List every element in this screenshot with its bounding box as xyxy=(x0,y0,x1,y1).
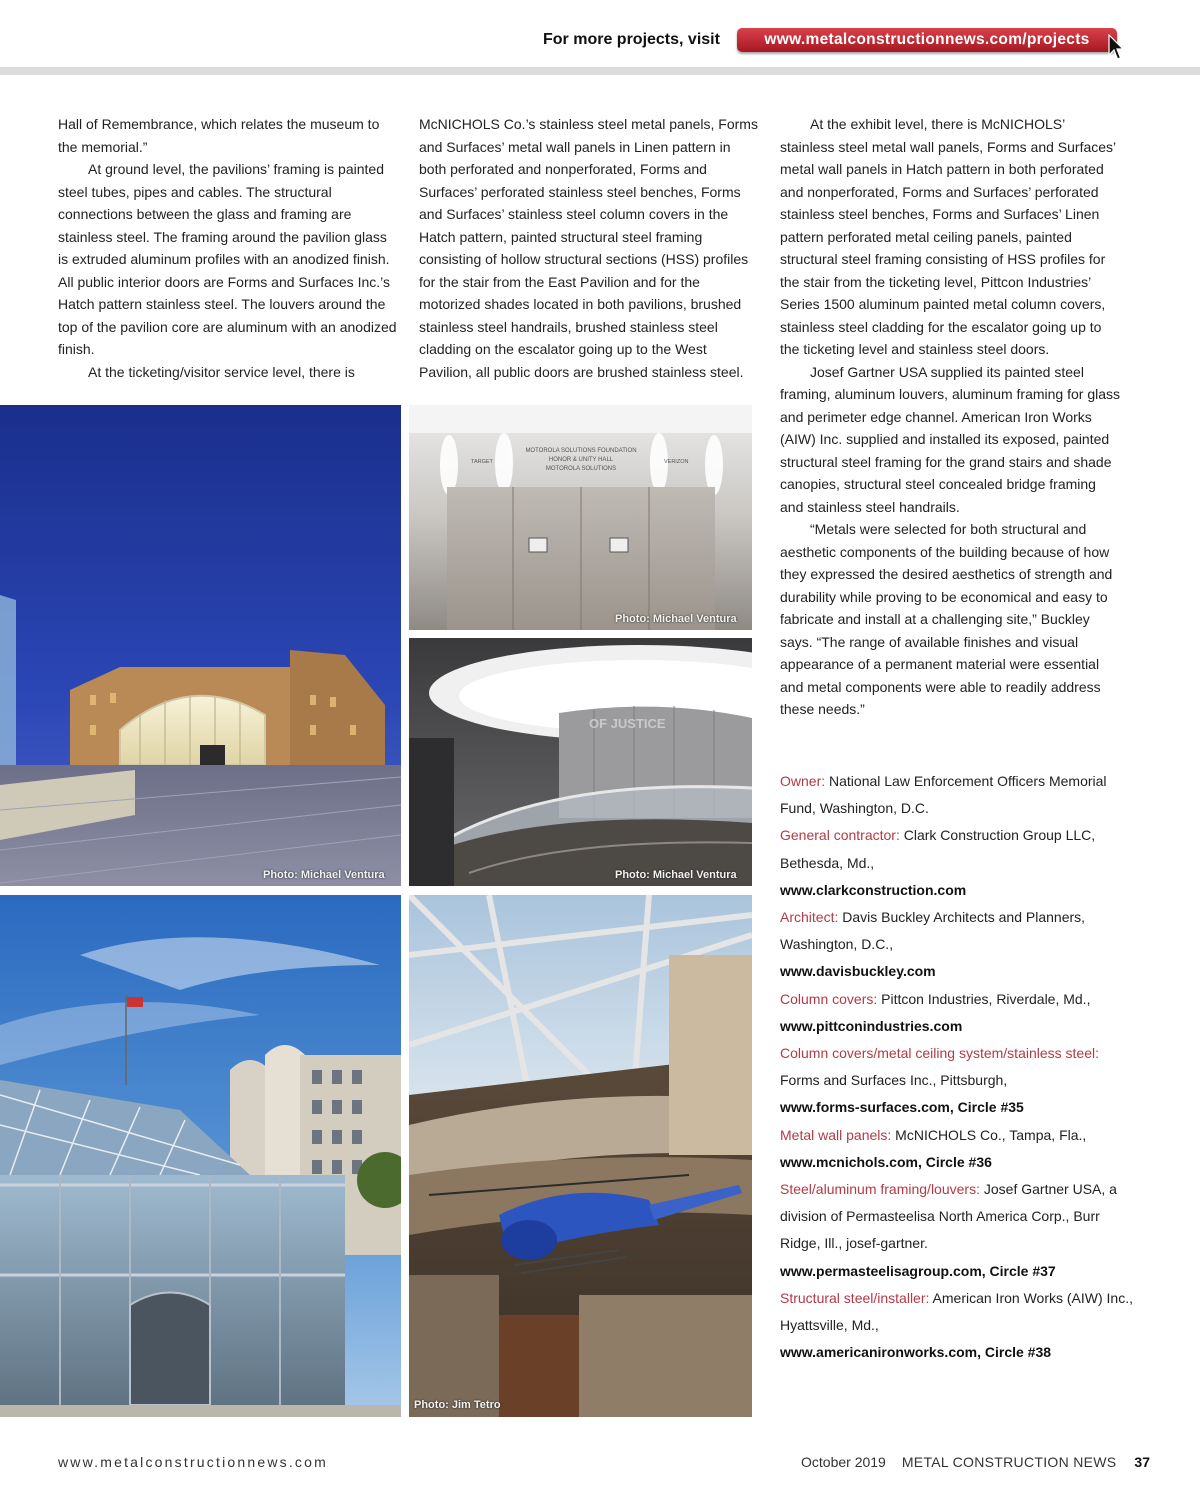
balcony-image xyxy=(409,638,752,886)
photo-credit: Photo: Jim Tetro xyxy=(414,1399,501,1411)
page-header xyxy=(0,0,1200,68)
sign-text: MOTOROLA SOLUTIONS xyxy=(545,466,617,472)
photo-credit: Photo: Michael Ventura xyxy=(615,613,737,625)
sign-text: MOTOROLA SOLUTIONS FOUNDATION xyxy=(525,448,637,454)
sign-text: HONOR & UNITY HALL xyxy=(548,457,614,463)
photo-credit: Photo: Michael Ventura xyxy=(615,869,737,881)
hall-wall-image xyxy=(409,405,752,630)
cursor-arrow-icon xyxy=(1108,34,1124,62)
paragraph: McNICHOLS Co.’s stainless steel metal panels, Forms and Surfaces’ metal wall panels in Linen pattern in both perforated and nonperforated, Forms and Surfaces’ perforated stainless steel benches, Forms and Surfaces’ stainless steel column covers in the Hatch pattern, painted structural steel framing consisting of hollow structural sections (HSS) profiles for the stair from the East Pavilion and for the motorized shades located in both pavilions, brushed stainless steel handrails, brushed stainless steel cladding on the escalator going up to the West Pavilion, all public doors are brushed stainless steel. xyxy=(419,116,758,380)
wall-text: OF JUSTICE xyxy=(589,716,666,731)
projects-prompt: For more projects, visit xyxy=(543,31,720,48)
photo-credit: Photo: Michael Ventura xyxy=(263,869,385,881)
night-plaza-image xyxy=(0,405,401,886)
pavilion-exterior-image xyxy=(0,895,401,1417)
credit-link[interactable]: www.davisbuckley.com xyxy=(780,963,936,980)
credit-link[interactable]: www.mcnichols.com, Circle #36 xyxy=(780,1153,992,1170)
issue-date: October 2019 xyxy=(801,1454,886,1470)
credit-general-contractor: General contractor: Clark Construction Group LLC, Bethesda, Md., www.clarkconstruction.com xyxy=(780,822,1140,904)
credit-link[interactable]: www.clarkconstruction.com xyxy=(780,881,967,898)
paragraph: Hall of Remembrance, which relates the museum to the memorial.” xyxy=(58,116,380,155)
article-column-2 xyxy=(419,113,759,383)
credit-ceiling-system: Column covers/metal ceiling system/stainless steel: Forms and Surfaces Inc., Pittsburgh, www.forms-surfaces.com, Circle #35 xyxy=(780,1040,1140,1122)
credit-link[interactable]: www.forms-surfaces.com, Circle #35 xyxy=(780,1099,1024,1116)
sign-text: VERIZON xyxy=(664,459,689,465)
paragraph: At the ticketing/visitor service level, there is xyxy=(88,363,355,380)
magazine-name: METAL CONSTRUCTION NEWS xyxy=(901,1454,1117,1470)
atrium-helicopter-image xyxy=(409,895,752,1417)
credit-link[interactable]: www.americanironworks.com, Circle #38 xyxy=(780,1344,1052,1361)
footer-folio xyxy=(801,1454,1150,1470)
photo-daytime-exterior xyxy=(0,895,401,1417)
credit-framing-louvers: Steel/aluminum framing/louvers: Josef Gartner USA, a division of Permasteelisa North America Corp., Burr Ridge, Ill., josef-gartner. www.permasteelisagroup.com, Circle #37 xyxy=(780,1176,1140,1285)
photo-helicopter-atrium xyxy=(409,895,752,1417)
photo-night-exterior xyxy=(0,405,401,886)
paragraph: At the exhibit level, there is McNICHOLS’ stainless steel metal wall panels, Forms and Surfaces’ metal wall panels in Hatch pattern in both perforated and nonperforated, Forms and Surfaces’ perforated stainless steel benches, Forms and Surfaces’ Linen pattern perforated metal ceiling panels, painted structural steel framing consisting of HSS profiles for the stair from the ticketing level, Pittcon Industries’ Series 1500 aluminum painted metal column covers, stainless steel cladding for the escalator going up to the ticketing level and stainless steel doors. xyxy=(780,116,1116,357)
photo-curved-balcony xyxy=(409,638,752,886)
projects-link[interactable]: www.metalconstructionnews.com/projects xyxy=(737,28,1117,52)
project-credits xyxy=(780,768,1140,1366)
sign-text: TARGET xyxy=(471,459,493,465)
credit-owner: Owner: National Law Enforcement Officers Memorial Fund, Washington, D.C. xyxy=(780,773,1107,817)
paragraph: At ground level, the pavilions’ framing is painted steel tubes, pipes and cables. The structural connections between the glass and framing are stainless steel. The framing around the pavilion glass is extruded aluminum profiles with an anodized finish. All public interior doors are Forms and Surfaces Inc.’s Hatch pattern stainless steel. The louvers around the top of the pavilion core are aluminum with an anodized finish. xyxy=(58,161,397,357)
photo-hall-interior xyxy=(409,405,752,630)
article-column-1 xyxy=(58,113,398,383)
header-rule xyxy=(0,67,1200,75)
footer-site[interactable]: www.metalconstructionnews.com xyxy=(58,1454,328,1470)
page-number: 37 xyxy=(1134,1454,1150,1470)
paragraph: Josef Gartner USA supplied its painted steel framing, aluminum louvers, aluminum framing for glass and perimeter edge channel. American Iron Works (AIW) Inc. supplied and installed its exposed, painted structural steel framing for the grand stairs and shade canopies, structural steel concealed bridge framing and stainless steel handrails. xyxy=(780,363,1121,515)
credit-link[interactable]: www.pittconindustries.com xyxy=(780,1017,963,1034)
credit-metal-wall-panels: Metal wall panels: McNICHOLS Co., Tampa, Fla., www.mcnichols.com, Circle #36 xyxy=(780,1122,1140,1176)
credit-column-covers: Column covers: Pittcon Industries, Riverdale, Md., www.pittconindustries.com xyxy=(780,986,1140,1040)
credit-structural-steel: Structural steel/installer: American Iron Works (AIW) Inc., Hyattsville, Md., www.americanironworks.com, Circle #38 xyxy=(780,1285,1140,1367)
credit-architect: Architect: Davis Buckley Architects and Planners, Washington, D.C., www.davisbuckley.com xyxy=(780,904,1140,986)
credit-link[interactable]: www.permasteelisagroup.com, Circle #37 xyxy=(780,1262,1056,1279)
paragraph: “Metals were selected for both structural and aesthetic components of the building because of how they expressed the desired aesthetics of strength and durability while proving to be economical and easy to fabricate and install at a challenging site,” Buckley says. “The range of available finishes and visual appearance of a permanent material were essential and metal components were able to readily address these needs.” xyxy=(780,521,1113,717)
article-column-3 xyxy=(780,113,1120,721)
